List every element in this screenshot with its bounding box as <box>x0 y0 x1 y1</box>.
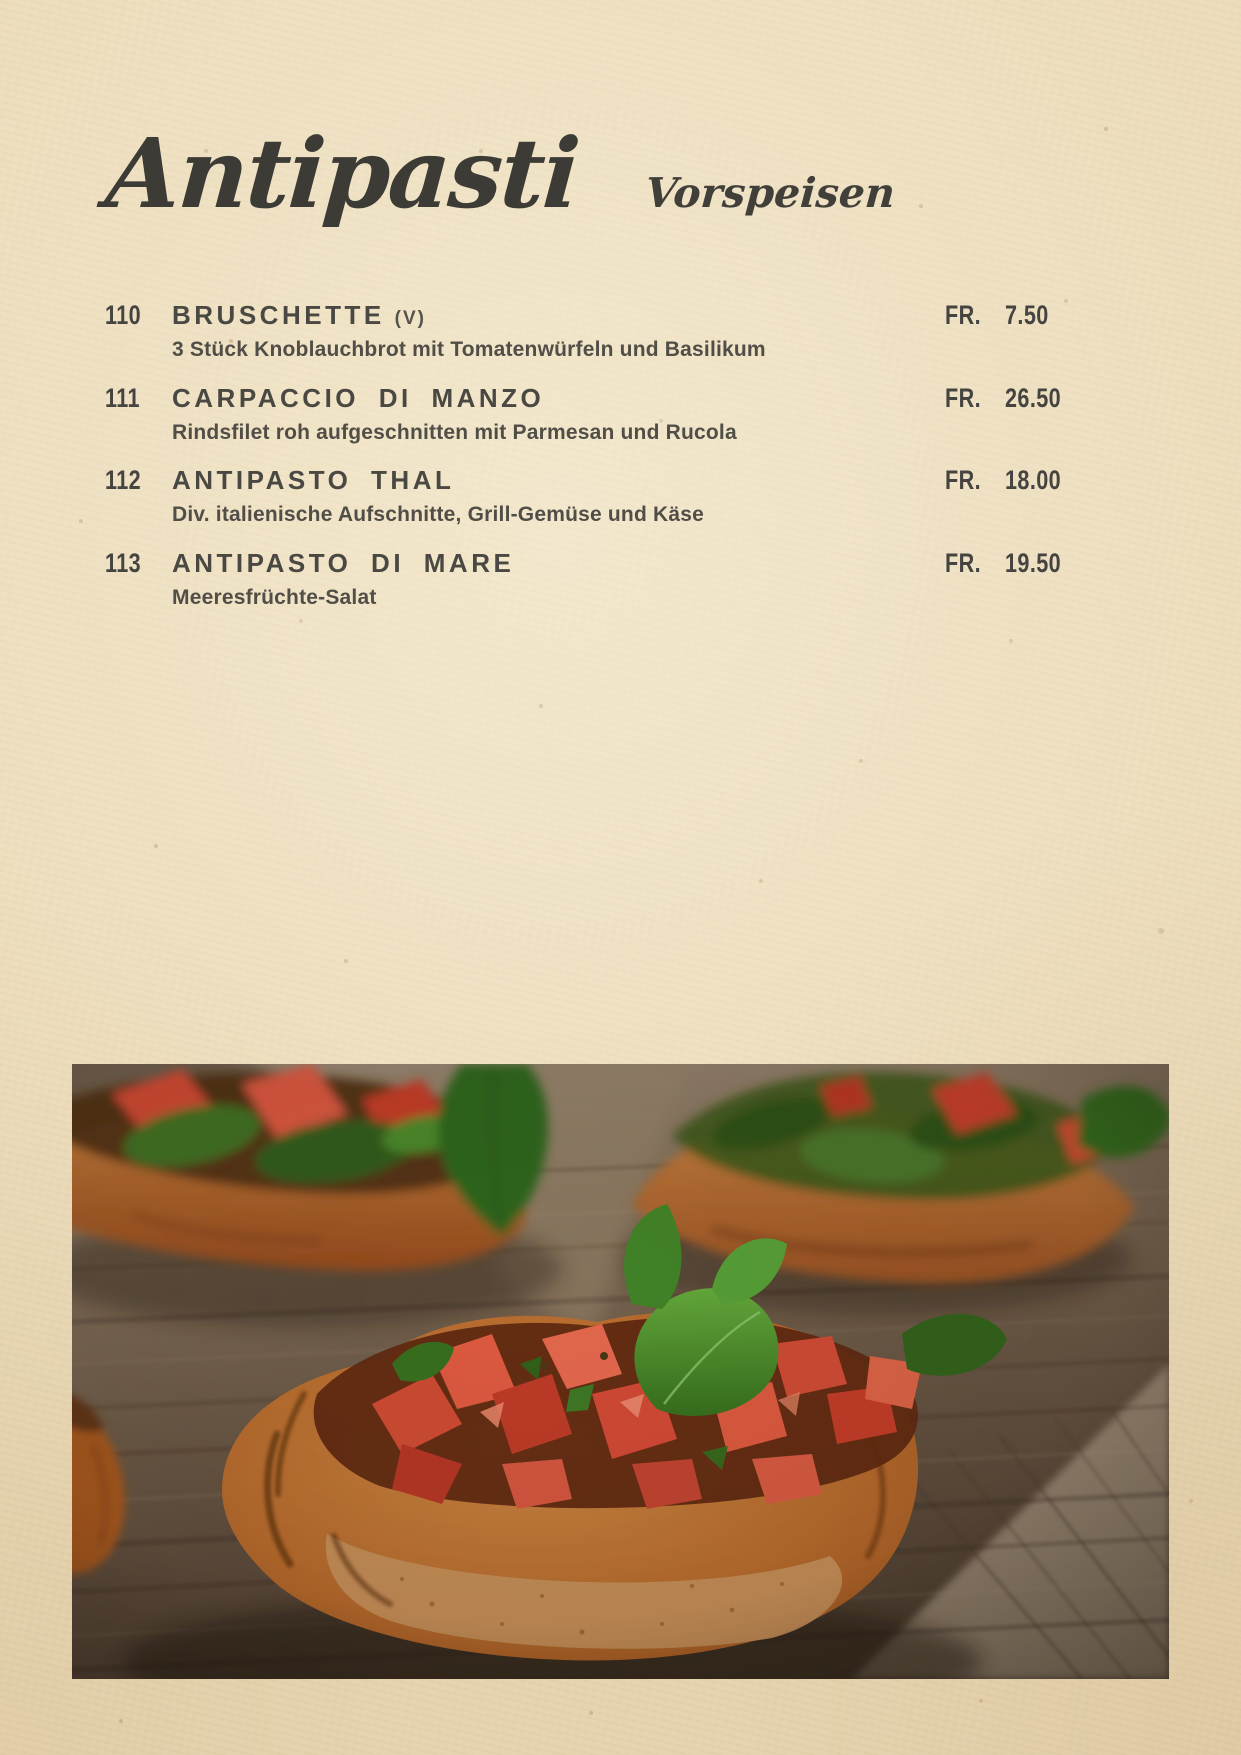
page-subtitle: Vorspeisen <box>644 169 897 217</box>
item-number: 112 <box>105 465 142 495</box>
menu-item-row <box>105 548 1165 610</box>
menu-item-row <box>105 383 1165 445</box>
item-price <box>945 383 1075 414</box>
price-value: 19.50 <box>1005 548 1062 578</box>
currency-label: FR. <box>945 300 981 330</box>
item-description: Div. italienische Aufschnitte, Grill-Gemüse und Käse <box>172 503 705 526</box>
item-name: BRUSCHETTE <box>172 300 385 330</box>
price-value: 26.50 <box>1005 383 1062 413</box>
page-header <box>102 117 897 230</box>
item-number: 113 <box>105 548 142 578</box>
price-value: 18.00 <box>1005 465 1062 495</box>
item-price <box>945 548 1075 579</box>
menu-item-row <box>105 300 1165 362</box>
item-description: Rindsfilet roh aufgeschnitten mit Parmesan und Rucola <box>172 421 737 444</box>
photo-vignette <box>72 1064 1169 1679</box>
paper-speckle-texture <box>0 0 2 2</box>
bruschetta-photo <box>72 1064 1169 1679</box>
item-price <box>945 300 1060 331</box>
item-number: 110 <box>105 300 142 330</box>
item-description: Meeresfrüchte-Salat <box>172 586 377 609</box>
item-name: CARPACCIO DI MANZO <box>172 383 545 413</box>
price-value: 7.50 <box>1005 300 1049 330</box>
currency-label: FR. <box>945 465 981 495</box>
bruschetta-illustration <box>72 1064 1169 1679</box>
item-price <box>945 465 1075 496</box>
item-description: 3 Stück Knoblauchbrot mit Tomatenwürfeln und Basilikum <box>172 338 766 361</box>
page-title: Antipasti <box>102 117 582 230</box>
item-name: ANTIPASTO THAL <box>172 465 455 495</box>
item-vegetarian-tag: (V) <box>394 308 426 329</box>
currency-label: FR. <box>945 383 981 413</box>
currency-label: FR. <box>945 548 981 578</box>
menu-item-row <box>105 465 1165 527</box>
item-name: ANTIPASTO DI MARE <box>172 548 515 578</box>
item-number: 111 <box>105 383 140 413</box>
